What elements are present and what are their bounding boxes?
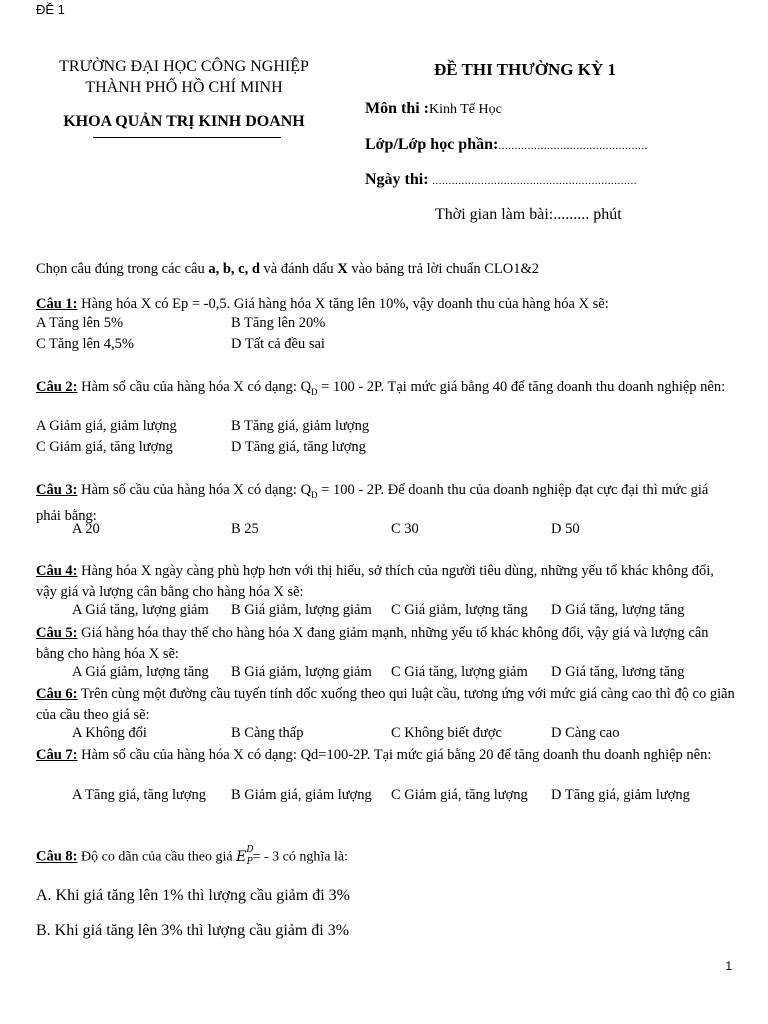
option-b[interactable]: B Giá giảm, lượng giảm — [231, 602, 372, 618]
date-label: Ngày thi: — [365, 171, 429, 188]
question-1 — [36, 294, 736, 315]
option-a[interactable]: A Không đổi — [72, 725, 147, 741]
question-subscript: D — [311, 489, 318, 500]
question-8 — [36, 843, 736, 873]
option-b[interactable]: B 25 — [231, 521, 259, 537]
option-d[interactable]: D Tất cả đều sai — [231, 336, 325, 352]
option-d[interactable]: D 50 — [551, 521, 580, 537]
question-5 — [36, 623, 736, 665]
question-label: Câu 7: — [36, 747, 78, 763]
option-c[interactable]: C Giá tăng, lượng giảm — [391, 664, 528, 680]
option-c[interactable]: C Không biết được — [391, 725, 502, 741]
page-number: 1 — [725, 959, 732, 973]
question-text-a: Hàm số cầu của hàng hóa X có dạng: Q — [77, 379, 312, 395]
option-a[interactable]: A 20 — [72, 521, 100, 537]
option-d[interactable]: D Tăng giá, tăng lượng — [231, 439, 366, 455]
option-c[interactable]: C Giảm giá, tăng lượng — [36, 439, 173, 455]
question-7 — [36, 745, 736, 766]
question-label: Câu 8: — [36, 848, 78, 865]
option-d[interactable]: D Giá tăng, lương tăng — [551, 664, 685, 680]
option-a[interactable]: A Giá tăng, lượng giảm — [72, 602, 209, 618]
elasticity-base: E — [236, 848, 247, 865]
school-name-line1: TRƯỜNG ĐẠI HỌC CÔNG NGHIỆP — [59, 58, 309, 75]
option-a[interactable]: A. Khi giá tăng lên 1% thì lượng cầu giảm đi 3% — [36, 887, 350, 904]
question-label: Câu 5: — [36, 625, 78, 641]
option-b[interactable]: B Giảm giá, giảm lượng — [231, 787, 372, 803]
question-text: Hàng hóa X có Ep = -0,5. Giá hàng hóa X tăng lên 10%, vậy doanh thu của hàng hóa X sẽ: — [77, 296, 609, 312]
date-blank: ............................................................... — [432, 175, 637, 187]
question-7-options-row — [36, 787, 736, 808]
option-c[interactable]: C Giảm giá, tăng lượng — [391, 787, 528, 803]
question-label: Câu 2: — [36, 379, 78, 395]
question-text: Giá hàng hóa thay thế cho hàng hóa X đang giảm mạnh, những yếu tố khác không đổi, vậy giá và lượng cân bằng cho hàng hóa X sẽ: — [36, 625, 709, 662]
question-label: Câu 6: — [36, 686, 78, 702]
question-text: Trên cùng một đường cầu tuyến tính dốc xuống theo qui luật cầu, tương ứng với mức giá càng cao thì độ co giãn của cầu theo giá sẽ: — [36, 686, 735, 723]
option-a[interactable]: A Giảm giá, giảm lượng — [36, 418, 177, 434]
question-5-options-row — [36, 664, 736, 685]
question-2-options-row-1 — [36, 418, 736, 439]
option-a[interactable]: A Tăng lên 5% — [36, 315, 124, 331]
question-2 — [36, 377, 736, 403]
question-label: Câu 1: — [36, 296, 78, 312]
faculty-underline — [93, 137, 281, 138]
question-2-options-row-2 — [36, 439, 736, 460]
option-b[interactable]: B Tăng giá, giảm lượng — [231, 418, 370, 434]
question-1-options-row-2 — [36, 336, 736, 357]
elasticity-subscript: P — [246, 857, 253, 868]
question-3 — [36, 480, 736, 527]
class-field — [365, 136, 648, 154]
question-1-options-row-1 — [36, 315, 736, 336]
question-text-b: = 100 - 2P. Tại mức giá bằng 40 để tăng doanh thu doanh nghiệp nên: — [317, 379, 726, 395]
option-c[interactable]: C Giá giảm, lượng tăng — [391, 602, 528, 618]
option-d[interactable]: D Giá tăng, lượng tăng — [551, 602, 685, 618]
elasticity-symbol — [236, 845, 254, 868]
question-text: Hàng hóa X ngày càng phù hợp hơn với thị hiếu, sở thích của người tiêu dùng, những yếu tố khác không đổi, vậy giá và lượng cân bằng cho hàng hóa X sẽ: — [36, 563, 714, 600]
question-4 — [36, 561, 736, 603]
question-subscript: D — [311, 386, 318, 397]
option-c[interactable]: C Tăng lên 4,5% — [36, 336, 134, 352]
instruction — [36, 261, 539, 278]
exam-code: ĐỀ 1 — [36, 2, 65, 17]
instruction-text-3: vào bảng trả lời chuẩn CLO1&2 — [347, 261, 540, 277]
subject-value: Kinh Tế Học — [429, 102, 502, 117]
option-a[interactable]: A Tăng giá, tăng lượng — [72, 787, 207, 803]
school-name-line2: THÀNH PHỐ HỒ CHÍ MINH — [85, 79, 283, 96]
subject-label: Môn thi : — [365, 100, 429, 117]
faculty-name: KHOA QUẢN TRỊ KINH DOANH — [63, 113, 305, 130]
exam-duration: Thời gian làm bài:......... phút — [435, 206, 622, 223]
question-6 — [36, 684, 736, 726]
option-b[interactable]: B Tăng lên 20% — [231, 315, 326, 331]
question-text-a: Hàm số cầu của hàng hóa X có dạng: Q — [77, 482, 312, 498]
question-text-b: = - 3 có nghĩa là: — [252, 849, 348, 865]
question-4-options-row — [36, 602, 736, 623]
option-b[interactable]: B Càng thấp — [231, 725, 304, 741]
option-d[interactable]: D Càng cao — [551, 725, 620, 741]
option-d[interactable]: D Tăng giá, giảm lượng — [551, 787, 690, 803]
question-text: Hàm số cầu của hàng hóa X có dạng: Qd=100-2P. Tại mức giá bằng 20 để tăng doanh thu doanh nghiệp nên: — [77, 747, 712, 763]
class-blank: .............................................. — [498, 140, 648, 152]
instruction-choices: a, b, c, d — [208, 261, 260, 277]
class-label: Lớp/Lớp học phần: — [365, 136, 499, 153]
question-text-a: Độ co dãn của cầu theo giá — [77, 849, 237, 865]
date-field — [365, 171, 637, 189]
option-b[interactable]: B. Khi giá tăng lên 3% thì lượng cầu giảm đi 3% — [36, 922, 350, 939]
instruction-text-1: Chọn câu đúng trong các câu — [36, 261, 209, 277]
instruction-text-2: và đánh dấu — [259, 261, 338, 277]
option-c[interactable]: C 30 — [391, 521, 419, 537]
subject-field — [365, 100, 502, 118]
option-a[interactable]: A Giá giảm, lượng tăng — [72, 664, 209, 680]
question-3-options-row — [36, 521, 736, 542]
question-6-options-row — [36, 725, 736, 746]
question-text-b: = 100 - 2P. Để doanh thu của doanh nghiệp đạt cực đại thì mức giá phải bằng: — [36, 482, 709, 524]
elasticity-superscript: D — [246, 845, 254, 855]
question-label: Câu 4: — [36, 563, 78, 579]
instruction-mark: X — [337, 261, 348, 277]
question-label: Câu 3: — [36, 482, 78, 498]
option-b[interactable]: B Giá giảm, lượng giảm — [231, 664, 372, 680]
exam-title: ĐỀ THI THƯỜNG KỲ 1 — [434, 60, 616, 79]
